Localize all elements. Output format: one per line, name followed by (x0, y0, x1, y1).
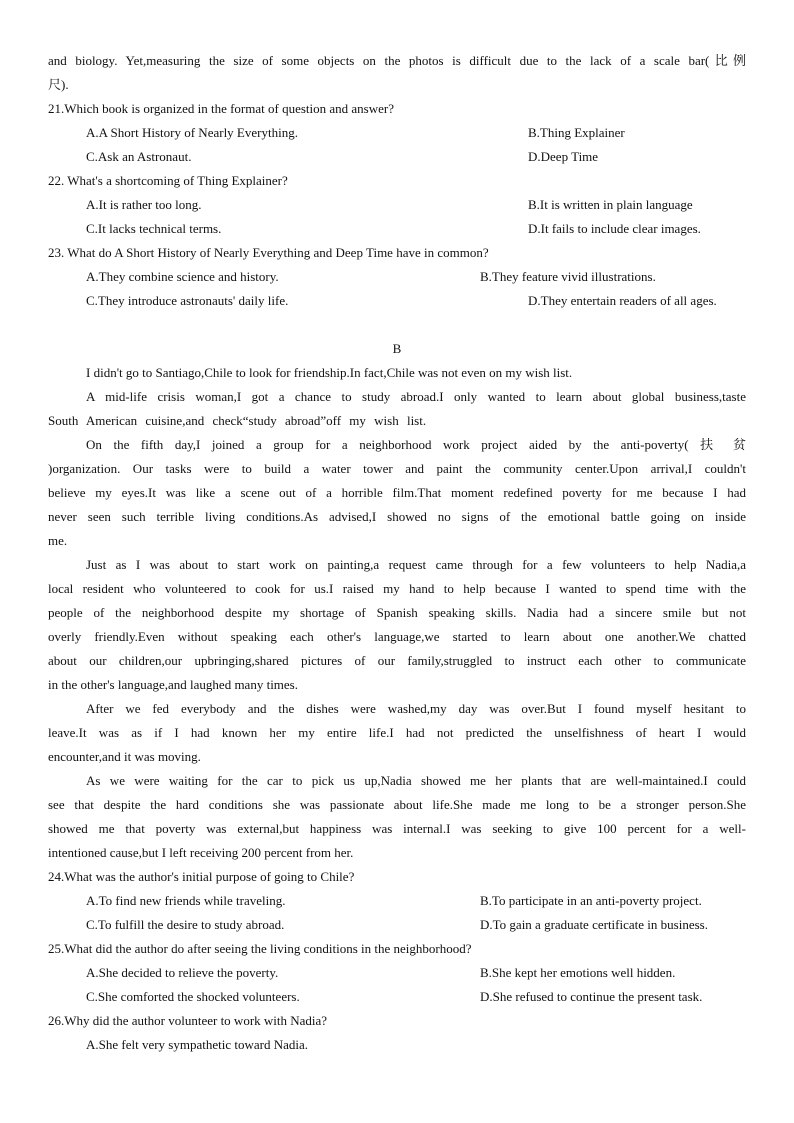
passage-line: South American cuisine,and check“study abroad”off my wish list. (48, 413, 427, 428)
passage-line: On the fifth day,I joined a group for a neighborhood work project aided by the anti-poverty( 扶 贫 (86, 437, 746, 452)
passage-line: in the other's language,and laughed many times. (48, 677, 298, 692)
passage-line: leave.It was as if I had known her my entire life.I had not predicted the unselfishness of heart I would (48, 725, 746, 740)
q24-option-d: D.To gain a graduate certificate in business. (480, 917, 708, 932)
q26-option-a: A.She felt very sympathetic toward Nadia. (86, 1037, 309, 1052)
q22-option-a: A.It is rather too long. (86, 197, 202, 212)
passage-line: never seen such terrible living conditions.As advised,I showed no signs of the emotional battle going on inside (48, 509, 746, 524)
q24-option-c: C.To fulfill the desire to study abroad. (86, 917, 285, 932)
passage-text-line: 尺). (48, 77, 69, 92)
q24-option-a: A.To find new friends while traveling. (86, 893, 286, 908)
q25-option-b: B.She kept her emotions well hidden. (480, 965, 676, 980)
passage-line: Just as I was about to start work on painting,a request came through for a few volunteers to help Nadia,a (86, 557, 746, 572)
question-21-stem: 21.Which book is organized in the format of question and answer? (48, 101, 394, 116)
question-25-stem: 25.What did the author do after seeing the living conditions in the neighborhood? (48, 941, 472, 956)
q22-option-b: B.It is written in plain language (528, 197, 693, 212)
question-24-stem: 24.What was the author's initial purpose of going to Chile? (48, 869, 355, 884)
passage-line: believe my eyes.It was like a scene out of a horrible film.That moment redefined poverty for me because I had (48, 485, 746, 500)
q21-option-b: B.Thing Explainer (528, 125, 625, 140)
q25-option-c: C.She comforted the shocked volunteers. (86, 989, 300, 1004)
passage-line: about our children,our upbringing,shared pictures of our family,struggled to instruct each other to communicate (48, 653, 746, 668)
question-26-stem: 26.Why did the author volunteer to work with Nadia? (48, 1013, 328, 1028)
q21-option-c: C.Ask an Astronaut. (86, 149, 192, 164)
q25-option-a: A.She decided to relieve the poverty. (86, 965, 279, 980)
passage-line: showed me that poverty was external,but happiness was internal.I was seeking to give 100 percent for a well- (48, 821, 746, 836)
passage-line: local resident who volunteered to cook for us.I raised my hand to help because I wanted to spend time with the (48, 581, 746, 596)
passage-line: me. (48, 533, 68, 548)
passage-line: A mid-life crisis woman,I got a chance to study abroad.I only wanted to learn about global business,taste (86, 389, 746, 404)
q22-option-d: D.It fails to include clear images. (528, 221, 701, 236)
passage-line: encounter,and it was moving. (48, 749, 201, 764)
passage-line: overly friendly.Even without speaking each other's language,we started to learn about one another.We chatted (48, 629, 746, 644)
q22-option-c: C.It lacks technical terms. (86, 221, 222, 236)
q24-option-b: B.To participate in an anti-poverty project. (480, 893, 702, 908)
q21-option-d: D.Deep Time (528, 149, 599, 164)
question-22-stem: 22. What's a shortcoming of Thing Explainer? (48, 173, 288, 188)
q23-option-b: B.They feature vivid illustrations. (480, 269, 656, 284)
section-heading: B (392, 341, 402, 356)
passage-line: see that despite the hard conditions she was passionate about life.She made me long to be a stronger person.She (48, 797, 746, 812)
passage-line: After we fed everybody and the dishes were washed,my day was over.But I found myself hesitant to (86, 701, 746, 716)
question-23-stem: 23. What do A Short History of Nearly Everything and Deep Time have in common? (48, 245, 489, 260)
passage-line: As we were waiting for the car to pick us up,Nadia showed me her plants that are well-maintained.I could (86, 773, 746, 788)
q23-option-c: C.They introduce astronauts' daily life. (86, 293, 289, 308)
passage-line: I didn't go to Santiago,Chile to look for friendship.In fact,Chile was not even on my wish list. (86, 365, 573, 380)
q23-option-d: D.They entertain readers of all ages. (528, 293, 717, 308)
passage-line: people of the neighborhood despite my shortage of Spanish speaking skills. Nadia had a sincere smile but not (48, 605, 746, 620)
passage-line: )organization. Our tasks were to build a water tower and paint the community center.Upon arrival,I couldn't (48, 461, 746, 476)
q25-option-d: D.She refused to continue the present task. (480, 989, 703, 1004)
q21-option-a: A.A Short History of Nearly Everything. (86, 125, 298, 140)
q23-option-a: A.They combine science and history. (86, 269, 279, 284)
passage-text-line: and biology. Yet,measuring the size of some objects on the photos is difficult due to the lack of a scale bar(比例 (48, 53, 746, 68)
passage-line: intentioned cause,but I left receiving 200 percent from her. (48, 845, 354, 860)
